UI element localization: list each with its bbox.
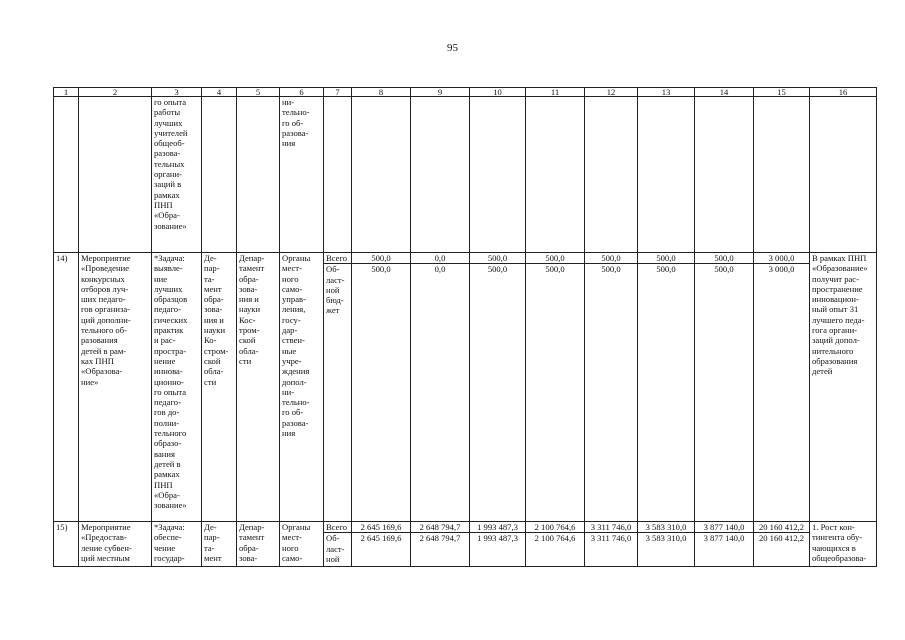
row-number: 15) <box>54 522 79 567</box>
cell-empty <box>695 97 754 253</box>
value-cell: 3 000,0 3 000,0 <box>754 253 810 522</box>
column-header: 16 <box>810 88 877 97</box>
column-header: 14 <box>695 88 754 97</box>
cell-empty <box>638 97 695 253</box>
executor-cell: Органы мест- ного само- управ- ления, госу- дар- ствен- ные учре- ждения допол- ни- тельно- го об- разова- ния <box>280 253 324 522</box>
column-header: 6 <box>280 88 324 97</box>
cell-empty <box>470 97 526 253</box>
coordinator-cell: Де- пар- та- мент обра- зова- ния и науки Ко- стром- ской обла- сти <box>202 253 237 522</box>
value-cell: 20 160 412,2 20 160 412,2 <box>754 522 810 567</box>
cell-empty <box>237 97 280 253</box>
department-cell: Депар- тамент обра- зова- ния и науки Кос- тром- ской обла- сти <box>237 253 280 522</box>
result-cell: В рамках ПНП «Образование» получит рас- пространение инновацион- ный опыт 31 лучшего педа- гога органи- заций допол- нительного образования детей <box>810 253 877 522</box>
measure-name: Мероприятие «Предостав- ление субвен- ций местным <box>79 522 152 567</box>
value-cell: 500,0 500,0 <box>638 253 695 522</box>
table-row-14 <box>54 253 877 522</box>
value-cell: 500,0 500,0 <box>526 253 585 522</box>
value-cell: 2 100 764,6 2 100 764,6 <box>526 522 585 567</box>
column-header: 8 <box>352 88 411 97</box>
column-header: 5 <box>237 88 280 97</box>
executor-cell: ни- тельно- го об- разова- ния <box>280 97 324 253</box>
column-header: 2 <box>79 88 152 97</box>
source-regional: Об- ласт- ной бюд- жет <box>326 264 345 316</box>
page-number: 95 <box>447 42 458 54</box>
task-cell: го опыта работы лучших учителей общеоб- разова- тельных органи- заций в рамках ПНП «Обра- зование» <box>152 97 202 253</box>
value-cell: 500,0 500,0 <box>352 253 411 522</box>
column-header: 9 <box>411 88 470 97</box>
value-cell: 1 993 487,3 1 993 487,3 <box>470 522 526 567</box>
cell-empty <box>324 97 352 253</box>
value-cell: 2 648 794,7 2 648 794,7 <box>411 522 470 567</box>
table-row-15 <box>54 522 877 567</box>
result-cell: 1. Рост кон- тингента обу- чающихся в общеобразова- <box>810 522 877 567</box>
column-header: 10 <box>470 88 526 97</box>
row-number: 14) <box>54 253 79 522</box>
value-cell: 0,0 0,0 <box>411 253 470 522</box>
funding-source-cell <box>324 522 352 567</box>
value-cell: 3 311 746,0 3 311 746,0 <box>585 522 638 567</box>
cell-empty <box>585 97 638 253</box>
column-header: 11 <box>526 88 585 97</box>
department-cell: Депар- тамент обра- зова- <box>237 522 280 567</box>
table-row-continued <box>54 97 877 253</box>
column-header: 3 <box>152 88 202 97</box>
column-header: 7 <box>324 88 352 97</box>
column-number-row <box>54 88 877 97</box>
value-cell: 500,0 500,0 <box>695 253 754 522</box>
column-header: 4 <box>202 88 237 97</box>
source-total: Всего <box>324 253 351 264</box>
column-header: 1 <box>54 88 79 97</box>
cell-empty <box>810 97 877 253</box>
program-table <box>53 87 877 567</box>
task-cell: *Задача: выявле- ние лучших образцов педаго- гических практик и рас- простра- нение иннова- ционно- го опыта педаго- гов до- полни- тельного образо- вания детей в рамках ПНП «Обра- зование» <box>152 253 202 522</box>
value-cell: 3 583 310,0 3 583 310,0 <box>638 522 695 567</box>
value-cell: 500,0 500,0 <box>585 253 638 522</box>
column-header: 13 <box>638 88 695 97</box>
measure-name: Мероприятие «Проведение конкурсных отборов луч- ших педаго- гов организа- ций дополни- тельного об- разования детей в рам- ках ПНП «Образова- ние» <box>79 253 152 522</box>
executor-cell: Органы мест- ного само- <box>280 522 324 567</box>
funding-source-cell <box>324 253 352 522</box>
cell-empty <box>411 97 470 253</box>
cell-empty <box>79 97 152 253</box>
column-header: 15 <box>754 88 810 97</box>
task-cell: *Задача: обеспе- чение государ- <box>152 522 202 567</box>
cell-empty <box>352 97 411 253</box>
source-regional: Об- ласт- ной <box>326 533 345 564</box>
value-cell: 2 645 169,6 2 645 169,6 <box>352 522 411 567</box>
cell-empty <box>54 97 79 253</box>
column-header: 12 <box>585 88 638 97</box>
coordinator-cell: Де- пар- та- мент <box>202 522 237 567</box>
source-total: Всего <box>324 522 351 533</box>
cell-empty <box>526 97 585 253</box>
cell-empty <box>754 97 810 253</box>
value-cell: 500,0 500,0 <box>470 253 526 522</box>
value-cell: 3 877 140,0 3 877 140,0 <box>695 522 754 567</box>
cell-empty <box>202 97 237 253</box>
